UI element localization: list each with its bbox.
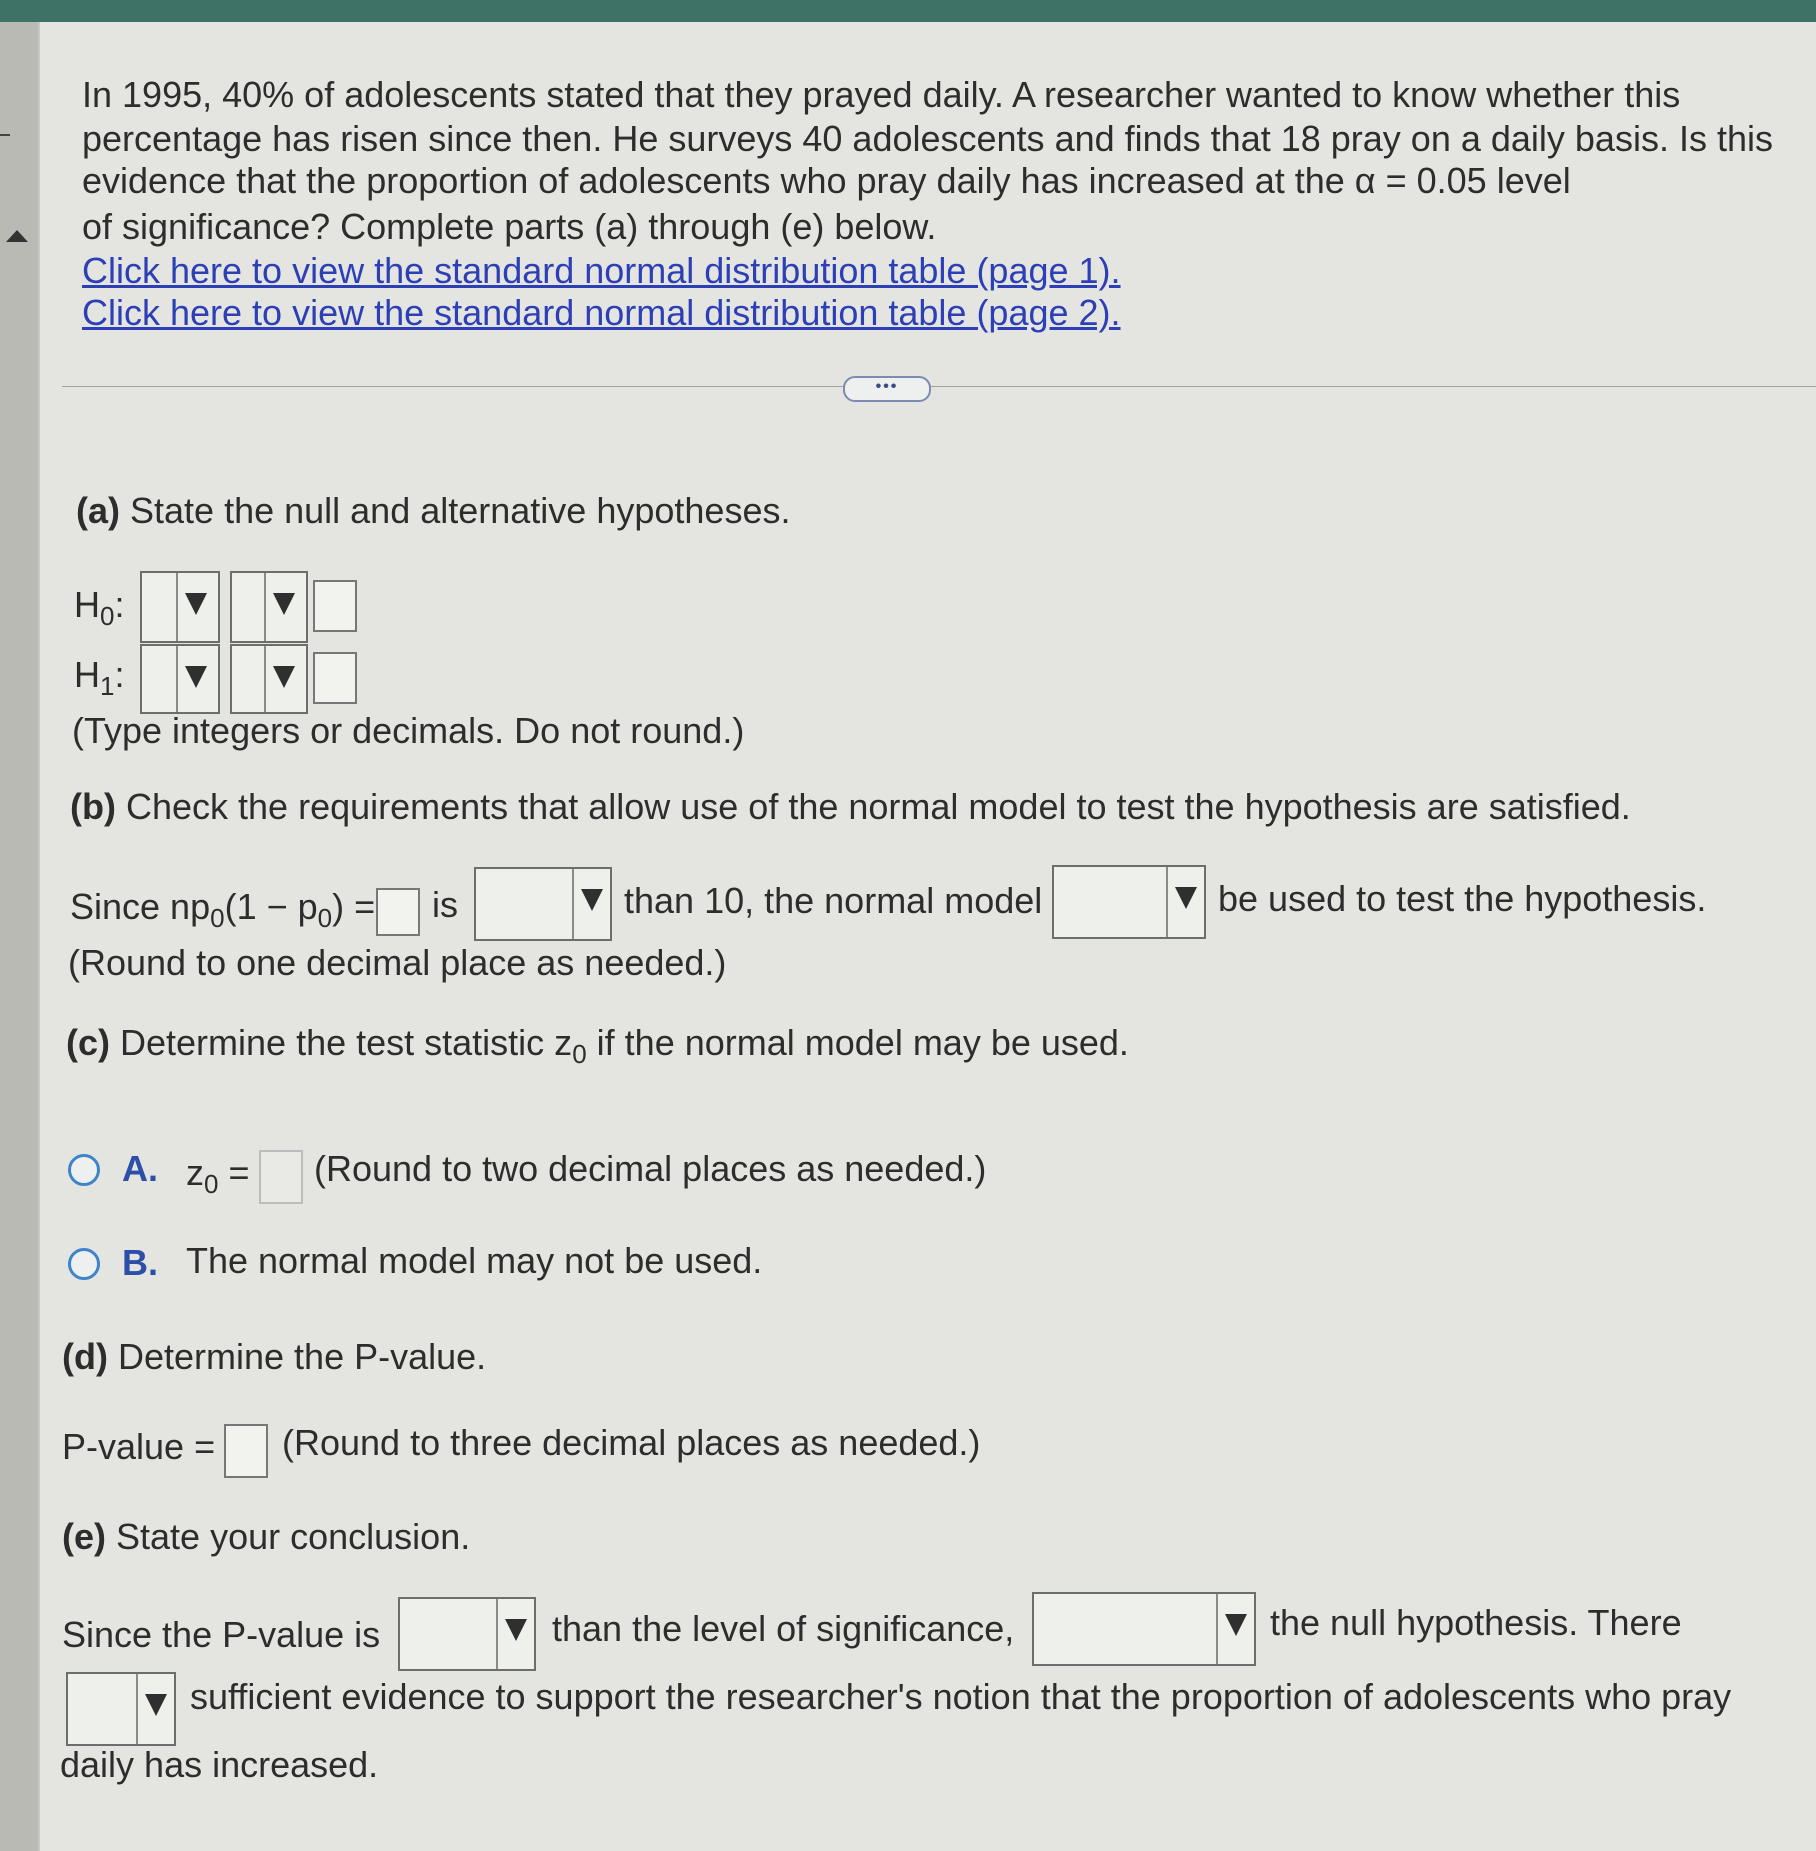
more-button[interactable]: ••• bbox=[843, 376, 931, 402]
question-line-3: evidence that the proportion of adolescents who pray daily has increased at the α = 0.05 level bbox=[82, 160, 1571, 201]
daily-increased-text: daily has increased. bbox=[60, 1744, 379, 1785]
dropdown-arrow-icon bbox=[264, 573, 306, 641]
part-e-heading bbox=[62, 1516, 470, 1558]
part-b-heading bbox=[70, 786, 1631, 828]
dropdown-arrow-icon bbox=[136, 1674, 174, 1744]
part-c-subscript: 0 bbox=[572, 1039, 587, 1069]
part-c-label: (c) bbox=[66, 1022, 110, 1063]
option-a-label: A. bbox=[122, 1148, 158, 1189]
pvalue-comparison-dropdown[interactable] bbox=[398, 1597, 536, 1671]
tick-mark bbox=[0, 134, 10, 136]
normal-table-link-page-1[interactable]: Click here to view the standard normal distribution table (page 1). bbox=[82, 250, 1121, 291]
sufficient-evidence-text: sufficient evidence to support the researcher's notion that the proportion of adolescents who pray bbox=[190, 1676, 1732, 1717]
h1-label bbox=[74, 654, 124, 699]
h0-label bbox=[74, 584, 124, 629]
is-text: is bbox=[432, 884, 458, 925]
part-a-note: (Type integers or decimals. Do not round.) bbox=[72, 710, 745, 751]
option-a-z bbox=[186, 1152, 250, 1197]
question-line-1: In 1995, 40% of adolescents stated that they prayed daily. A researcher wanted to know whether this bbox=[82, 74, 1681, 115]
collapse-arrow-icon[interactable] bbox=[6, 230, 28, 242]
z-equals: = bbox=[228, 1152, 250, 1193]
than-significance-text: than the level of significance, bbox=[552, 1608, 1015, 1649]
pvalue-input[interactable] bbox=[224, 1424, 268, 1478]
reject-dropdown[interactable] bbox=[1032, 1592, 1256, 1666]
dropdown-arrow-icon bbox=[496, 1599, 534, 1669]
option-a-radio[interactable] bbox=[68, 1154, 100, 1186]
part-d-text: Determine the P-value. bbox=[117, 1336, 487, 1377]
option-b-radio[interactable] bbox=[68, 1248, 100, 1280]
normal-table-link-page-2[interactable]: Click here to view the standard normal distribution table (page 2). bbox=[82, 292, 1121, 333]
z-letter: z bbox=[186, 1152, 204, 1193]
part-b-note: (Round to one decimal place as needed.) bbox=[68, 942, 727, 983]
since-pvalue-text: Since the P-value is bbox=[62, 1614, 381, 1655]
np-subscript: 0 bbox=[210, 903, 225, 933]
h1-colon: : bbox=[114, 654, 125, 695]
dropdown-arrow-icon bbox=[1216, 1594, 1254, 1664]
np-value-input[interactable] bbox=[376, 888, 420, 936]
question-panel bbox=[40, 22, 1816, 1851]
part-c-text-post: if the normal model may be used. bbox=[596, 1022, 1129, 1063]
h1-subscript: 1 bbox=[100, 671, 115, 701]
part-a-heading bbox=[76, 490, 790, 532]
pvalue-label: P-value = bbox=[62, 1426, 216, 1467]
part-e-text: State your conclusion. bbox=[116, 1516, 471, 1557]
null-there-text: the null hypothesis. There bbox=[1270, 1602, 1682, 1643]
h1-value-input[interactable] bbox=[313, 652, 357, 704]
h0-subscript: 0 bbox=[100, 601, 115, 631]
option-b-text: The normal model may not be used. bbox=[186, 1240, 763, 1281]
dropdown-arrow-icon bbox=[176, 573, 218, 641]
question-line-2: percentage has risen since then. He surveys 40 adolescents and finds that 18 pray on a daily basis. Is this bbox=[82, 118, 1773, 159]
np-paren: (1 − p bbox=[224, 886, 318, 927]
part-e-label: (e) bbox=[62, 1516, 106, 1557]
h1-letter: H bbox=[74, 654, 100, 695]
h0-parameter-dropdown[interactable] bbox=[140, 571, 220, 643]
dropdown-arrow-icon bbox=[572, 869, 610, 939]
part-d-note: (Round to three decimal places as needed.) bbox=[282, 1422, 981, 1463]
np-text: Since np bbox=[70, 886, 211, 927]
section-divider bbox=[62, 386, 1816, 387]
part-b-text: Check the requirements that allow use of the normal model to test the hypothesis are satisfied. bbox=[125, 786, 1631, 827]
left-strip bbox=[0, 22, 38, 1851]
h0-value-input[interactable] bbox=[313, 580, 357, 632]
h0-letter: H bbox=[74, 584, 100, 625]
part-d-heading bbox=[62, 1336, 486, 1378]
z-value-input[interactable] bbox=[259, 1150, 303, 1204]
np-expression bbox=[70, 886, 375, 931]
option-b-label: B. bbox=[122, 1242, 158, 1283]
is-is-not-dropdown[interactable] bbox=[66, 1672, 176, 1746]
dropdown-arrow-icon bbox=[176, 646, 218, 712]
part-a-label: (a) bbox=[76, 490, 120, 531]
h0-operator-dropdown[interactable] bbox=[230, 571, 308, 643]
z-subscript: 0 bbox=[204, 1169, 219, 1199]
be-used-text: be used to test the hypothesis. bbox=[1218, 878, 1707, 919]
part-b-label: (b) bbox=[70, 786, 116, 827]
part-c-text: Determine the test statistic z bbox=[120, 1022, 573, 1063]
dropdown-arrow-icon bbox=[1166, 867, 1204, 937]
h0-colon: : bbox=[114, 584, 125, 625]
part-a-text: State the null and alternative hypotheses. bbox=[130, 490, 791, 531]
h1-operator-dropdown[interactable] bbox=[230, 644, 308, 714]
dropdown-arrow-icon bbox=[264, 646, 306, 712]
top-bar bbox=[0, 0, 1816, 22]
part-d-label: (d) bbox=[62, 1336, 108, 1377]
p-subscript: 0 bbox=[317, 903, 333, 933]
option-a-note: (Round to two decimal places as needed.) bbox=[314, 1148, 987, 1189]
comparison-dropdown[interactable] bbox=[474, 867, 612, 941]
np-paren-end: ) = bbox=[332, 886, 376, 927]
may-may-not-dropdown[interactable] bbox=[1052, 865, 1206, 939]
h1-parameter-dropdown[interactable] bbox=[140, 644, 220, 714]
question-line-4: of significance? Complete parts (a) through (e) below. bbox=[82, 206, 937, 247]
part-c-heading bbox=[66, 1022, 1129, 1067]
than-10-text: than 10, the normal model bbox=[624, 880, 1043, 921]
